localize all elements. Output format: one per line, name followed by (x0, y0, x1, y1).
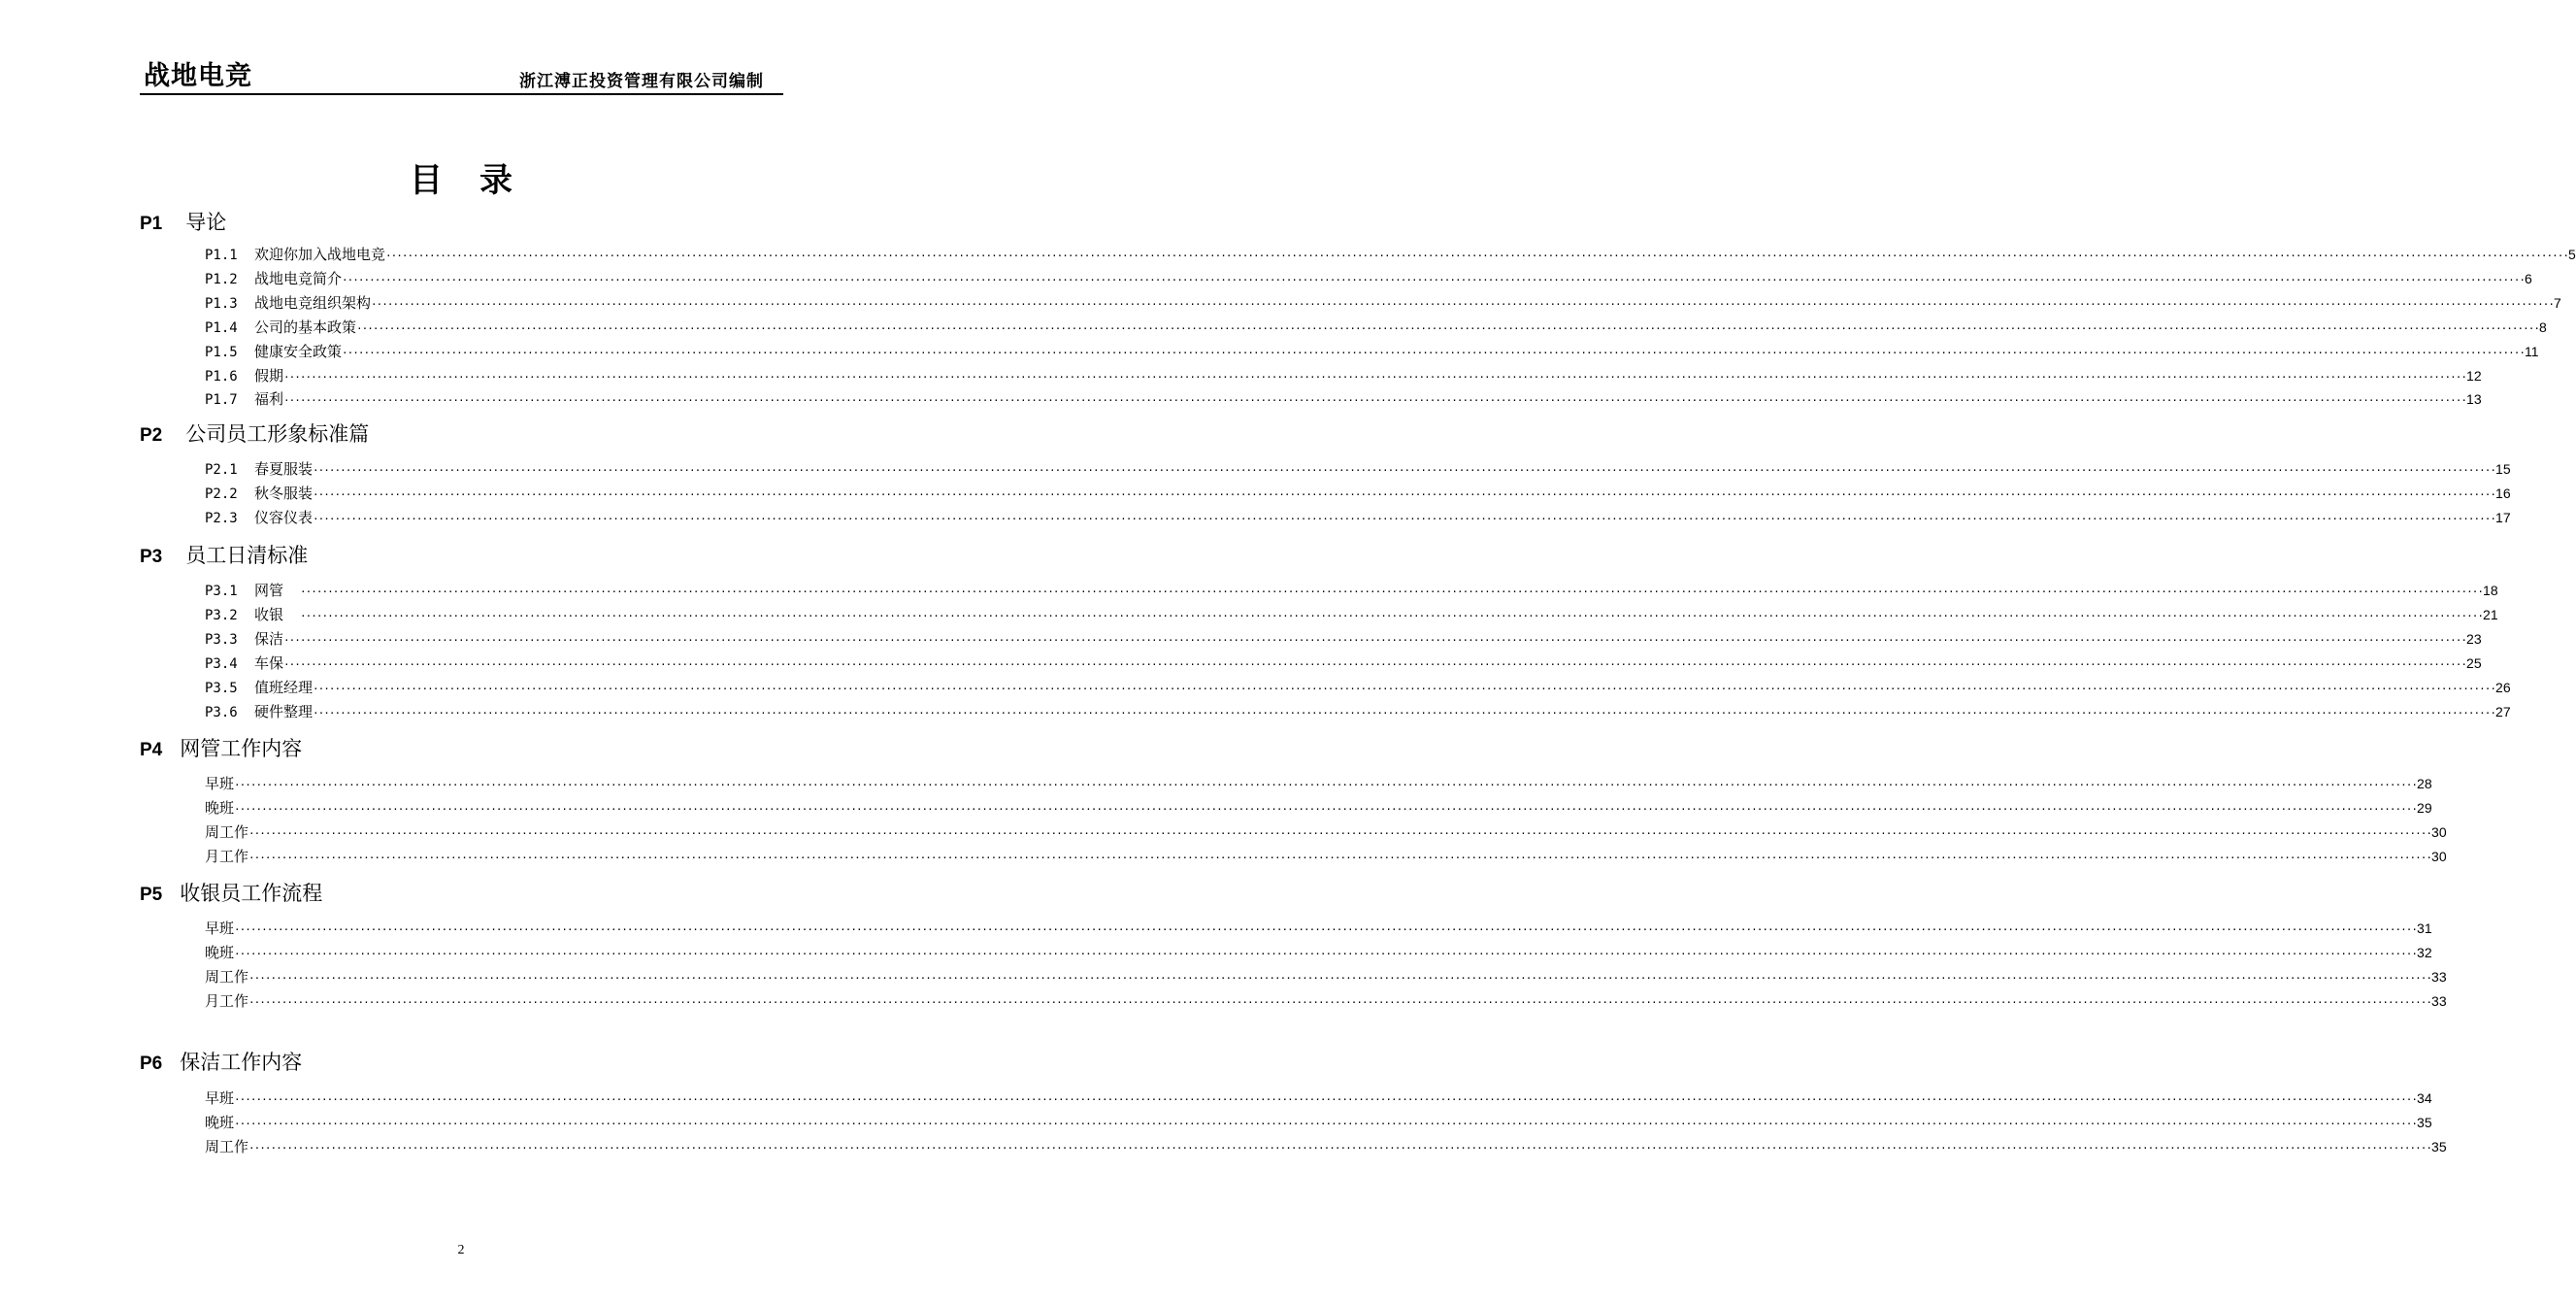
dot-leader: ················································································································································································································································································································································································································ (283, 394, 2467, 408)
entry-page: 13 (2466, 391, 2482, 408)
section-code: P6 (140, 1054, 163, 1074)
entry-title: 晚班 (205, 798, 235, 817)
entry-title: 晚班 (205, 943, 235, 961)
entry-page: 28 (2417, 776, 2432, 791)
toc-entry[interactable] (205, 484, 2511, 503)
section-heading (140, 1050, 302, 1077)
entry-title: 战地电竞组织架构 (254, 293, 372, 312)
entry-page: 35 (2431, 1138, 2447, 1154)
entry-page: 26 (2495, 679, 2511, 695)
section-title: 导论 (185, 211, 227, 234)
dot-leader: ················································································································································································································································································································································································································ (248, 971, 2432, 985)
dot-leader: ················································································································································································································································································································································································································ (300, 609, 2484, 622)
toc-entry[interactable] (205, 774, 2432, 793)
section-title: 收银员工作流程 (180, 882, 323, 905)
entry-page: 33 (2431, 968, 2447, 985)
entry-title: 保洁 (254, 629, 284, 648)
toc-entry[interactable] (205, 967, 2447, 987)
toc-entry[interactable] (205, 293, 2561, 313)
toc-entry[interactable] (205, 342, 2539, 361)
toc-entry[interactable] (205, 1137, 2447, 1156)
dot-leader: ················································································································································································································································································································································································································ (300, 586, 2484, 598)
section-code: P2 (140, 425, 163, 446)
dot-leader: ················································································································································································································································································································································································································ (385, 250, 2569, 262)
toc-entry[interactable] (205, 459, 2511, 479)
entry-page: 34 (2417, 1090, 2432, 1106)
entry-title: 仪容仪表 (254, 508, 314, 526)
dot-leader: ················································································································································································································································································································································································································ (234, 779, 2418, 791)
section-code: P3 (140, 547, 163, 567)
section-code: P1 (140, 214, 163, 234)
entry-page: 30 (2431, 848, 2447, 864)
toc-entry[interactable] (205, 653, 2482, 673)
dot-leader: ················································································································································································································································································································································································································ (342, 346, 2526, 359)
entry-page: 8 (2539, 318, 2547, 335)
section-title: 公司员工形象标准篇 (185, 422, 370, 446)
toc-entry[interactable] (205, 366, 2482, 385)
entry-title: 福利 (254, 390, 284, 409)
entry-title: 周工作 (205, 967, 249, 986)
section-code: P5 (140, 885, 163, 905)
entry-title: 早班 (205, 920, 235, 937)
dot-leader: ················································································································································································································································································································································································································ (356, 321, 2540, 335)
entry-title: 硬件整理 (254, 702, 314, 720)
dot-leader: ················································································································································································································································································································································································································ (248, 826, 2432, 840)
toc-entry[interactable] (205, 678, 2511, 697)
toc-entry[interactable] (205, 269, 2532, 288)
entry-title: 网管 (254, 582, 284, 599)
entry-title: 假期 (254, 366, 284, 385)
toc-entry[interactable] (205, 1088, 2432, 1108)
toc-title: 目录 (410, 161, 549, 200)
entry-page: 16 (2495, 485, 2511, 501)
entry-number: P1.3 (205, 295, 238, 312)
entry-page: 27 (2495, 703, 2511, 719)
entry-title: 周工作 (205, 1137, 249, 1155)
toc-entry[interactable] (205, 605, 2498, 624)
entry-title: 公司的基本政策 (254, 318, 357, 336)
entry-title: 战地电竞简介 (254, 269, 343, 287)
toc-entry[interactable] (205, 847, 2447, 866)
entry-page: 21 (2483, 606, 2498, 622)
toc-entry[interactable] (205, 629, 2482, 649)
entry-page: 17 (2495, 509, 2511, 525)
toc-entry[interactable] (205, 991, 2447, 1011)
entry-title: 晚班 (205, 1113, 235, 1131)
toc-entry[interactable] (205, 581, 2498, 600)
entry-page: 32 (2417, 944, 2432, 960)
entry-title: 秋冬服装 (254, 484, 314, 502)
dot-leader: ················································································································································································································································································································································································································ (234, 802, 2418, 816)
toc-entry[interactable] (205, 1113, 2432, 1132)
dot-leader: ················································································································································································································································································································································································································ (234, 1093, 2418, 1106)
entry-page: 18 (2483, 583, 2498, 598)
entry-number: P3.3 (205, 631, 238, 648)
entry-title: 欢迎你加入战地电竞 (254, 246, 386, 263)
entry-page: 12 (2466, 367, 2482, 384)
dot-leader: ················································································································································································································································································································································································································ (313, 464, 2496, 477)
dot-leader: ················································································································································································································································································································································································································ (248, 851, 2432, 864)
dot-leader: ················································································································································································································································································································································································································ (283, 370, 2467, 384)
entry-page: 29 (2417, 799, 2432, 816)
section-title: 网管工作内容 (180, 737, 303, 760)
toc-entry[interactable] (205, 318, 2547, 337)
section-code: P4 (140, 740, 163, 760)
entry-number: P1.6 (205, 368, 238, 385)
entry-page: 5 (2568, 247, 2576, 262)
dot-leader: ················································································································································································································································································································································································································ (234, 947, 2418, 960)
entry-page: 6 (2525, 270, 2532, 286)
entry-title: 春夏服装 (254, 460, 314, 478)
dot-leader: ················································································································································································································································································································································································································ (248, 995, 2432, 1009)
entry-title: 车保 (254, 653, 284, 672)
toc-entry[interactable] (205, 798, 2432, 818)
entry-page: 25 (2466, 654, 2482, 671)
entry-page: 23 (2466, 630, 2482, 647)
entry-page: 30 (2431, 823, 2447, 840)
entry-title: 健康安全政策 (254, 342, 343, 360)
dot-leader: ················································································································································································································································································································································································································ (313, 706, 2496, 719)
entry-number: P3.2 (205, 607, 238, 623)
entry-page: 31 (2417, 920, 2432, 936)
header-brand: 战地电竞 (144, 61, 252, 91)
toc-entry[interactable] (205, 389, 2482, 409)
entry-number: P3.4 (205, 655, 238, 672)
entry-number: P3.6 (205, 704, 238, 720)
entry-number: P1.5 (205, 344, 238, 360)
entry-title: 月工作 (205, 847, 249, 865)
section-heading (140, 421, 369, 449)
dot-leader: ················································································································································································································································································································································································································ (283, 633, 2467, 647)
section-heading (140, 881, 322, 908)
entry-number: P3.5 (205, 680, 238, 696)
dot-leader: ················································································································································································································································································································································································································ (248, 1141, 2432, 1154)
entry-number: P3.1 (205, 584, 238, 599)
entry-number: P1.2 (205, 271, 238, 287)
toc-entry[interactable] (205, 508, 2511, 527)
entry-number: P1.7 (205, 392, 238, 409)
entry-page: 11 (2525, 343, 2539, 359)
dot-leader: ················································································································································································································································································································································································································ (234, 1117, 2418, 1130)
entry-title: 收银 (254, 605, 284, 623)
entry-title: 早班 (205, 775, 235, 792)
toc-entry[interactable] (205, 822, 2447, 842)
entry-page: 15 (2495, 461, 2511, 477)
section-heading (140, 543, 308, 570)
page-header (140, 58, 783, 95)
dot-leader: ················································································································································································································································································································································································································ (313, 487, 2496, 501)
section-heading (140, 736, 302, 763)
dot-leader: ················································································································································································································································································································································································································ (234, 923, 2418, 936)
entry-page: 7 (2554, 294, 2561, 311)
page-number: 2 (457, 1243, 465, 1257)
toc-entry[interactable] (205, 702, 2511, 721)
entry-number: P2.1 (205, 462, 238, 478)
entry-number: P2.2 (205, 485, 238, 502)
dot-leader: ················································································································································································································································································································································································································ (342, 273, 2526, 286)
dot-leader: ················································································································································································································································································································································································································ (283, 657, 2467, 671)
entry-title: 值班经理 (254, 678, 314, 696)
entry-title: 早班 (205, 1089, 235, 1107)
toc-entry[interactable] (205, 943, 2432, 962)
entry-number: P1.4 (205, 319, 238, 336)
entry-number: P1.1 (205, 248, 238, 263)
section-title: 保洁工作内容 (180, 1051, 303, 1074)
entry-title: 月工作 (205, 991, 249, 1010)
section-heading (140, 210, 226, 237)
toc-entry[interactable] (205, 919, 2432, 938)
dot-leader: ················································································································································································································································································································································································································ (313, 682, 2496, 695)
dot-leader: ················································································································································································································································································································································································································ (313, 512, 2496, 525)
dot-leader: ················································································································································································································································································································································································································ (371, 297, 2555, 311)
entry-page: 33 (2431, 992, 2447, 1009)
toc-entry[interactable] (205, 245, 2576, 264)
entry-title: 周工作 (205, 822, 249, 841)
entry-page: 35 (2417, 1114, 2432, 1130)
section-title: 员工日清标准 (185, 544, 309, 567)
header-company: 浙江溥正投资管理有限公司编制 (519, 72, 764, 91)
entry-number: P2.3 (205, 510, 238, 526)
